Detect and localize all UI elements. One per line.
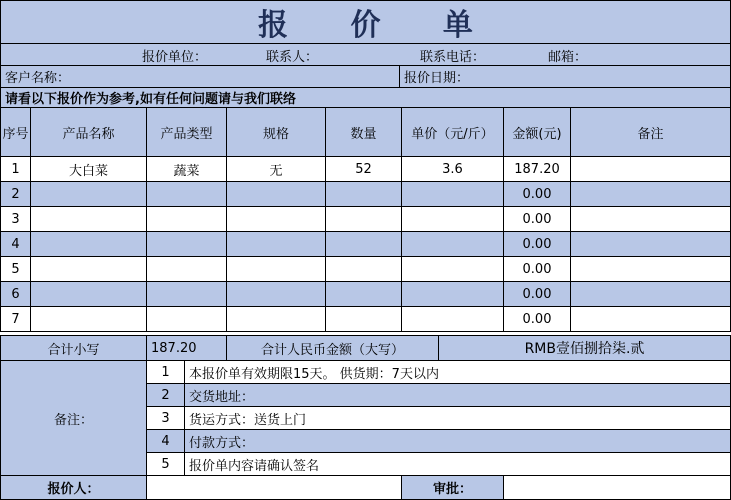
quoter-field[interactable] (146, 475, 402, 500)
cell-qty[interactable] (325, 206, 402, 232)
cell-price[interactable]: 3.6 (401, 156, 504, 182)
approver-field[interactable] (503, 475, 731, 500)
cell-no: 3 (0, 206, 31, 232)
remark-number: 1 (146, 360, 185, 384)
col-header-note: 备注 (570, 107, 731, 157)
cell-product-name[interactable] (30, 256, 147, 282)
cell-product-name[interactable]: 大白菜 (30, 156, 147, 182)
rmb-amount-value: RMB壹佰捌拾柒.贰 (438, 335, 731, 361)
subtotal-value: 187.20 (146, 335, 227, 361)
remark-number: 4 (146, 429, 185, 453)
notice-text: 请看以下报价作为参考,如有任何问题请与我们联络 (0, 88, 731, 108)
cell-product-type[interactable]: 蔬菜 (146, 156, 227, 182)
cell-qty[interactable]: 52 (325, 156, 402, 182)
col-header-qty: 数量 (325, 107, 402, 157)
cell-price[interactable] (401, 206, 504, 232)
cell-note[interactable] (570, 306, 731, 332)
cell-price[interactable] (401, 181, 504, 207)
col-header-amount: 金额(元) (503, 107, 571, 157)
approver-label: 审批： (401, 475, 504, 500)
col-header-price: 单价（元/斤） (401, 107, 504, 157)
cell-product-type[interactable] (146, 281, 227, 307)
remarks-label: 备注： (0, 360, 147, 476)
cell-price[interactable] (401, 256, 504, 282)
remark-text: 本报价单有效期限15天。 供货期：7天以内 (184, 360, 731, 384)
cell-amount: 0.00 (503, 256, 571, 282)
cell-note[interactable] (570, 256, 731, 282)
cell-spec[interactable] (226, 256, 326, 282)
rmb-amount-label: 合计人民币金额（大写） (226, 335, 439, 361)
cell-note[interactable] (570, 206, 731, 232)
cell-spec[interactable] (226, 281, 326, 307)
subtotal-label: 合计小写 (0, 335, 147, 361)
cell-no: 1 (0, 156, 31, 182)
cell-amount: 0.00 (503, 181, 571, 207)
cell-no: 7 (0, 306, 31, 332)
col-header-product-name: 产品名称 (30, 107, 147, 157)
remark-text: 报价单内容请确认签名 (184, 452, 731, 476)
contact-phone-label: 联系电话： (420, 49, 486, 65)
cell-product-name[interactable] (30, 306, 147, 332)
cell-note[interactable] (570, 156, 731, 182)
cell-no: 5 (0, 256, 31, 282)
cell-product-name[interactable] (30, 206, 147, 232)
cell-qty[interactable] (325, 231, 402, 257)
quote-date-label: 报价日期： (399, 66, 731, 88)
customer-name-label: 客户名称： (0, 66, 400, 88)
remark-number: 3 (146, 406, 185, 430)
cell-product-type[interactable] (146, 306, 227, 332)
cell-note[interactable] (570, 181, 731, 207)
col-header-spec: 规格 (226, 107, 326, 157)
cell-price[interactable] (401, 306, 504, 332)
cell-product-name[interactable] (30, 181, 147, 207)
remark-number: 2 (146, 383, 185, 407)
cell-price[interactable] (401, 231, 504, 257)
cell-qty[interactable] (325, 306, 402, 332)
page-title: 报 价 单 (0, 0, 731, 44)
cell-product-type[interactable] (146, 206, 227, 232)
cell-amount: 0.00 (503, 206, 571, 232)
cell-qty[interactable] (325, 281, 402, 307)
remark-text: 交货地址： (184, 383, 731, 407)
cell-price[interactable] (401, 281, 504, 307)
remark-text: 付款方式： (184, 429, 731, 453)
cell-qty[interactable] (325, 181, 402, 207)
cell-spec[interactable]: 无 (226, 156, 326, 182)
cell-no: 4 (0, 231, 31, 257)
cell-spec[interactable] (226, 306, 326, 332)
cell-product-type[interactable] (146, 231, 227, 257)
cell-amount: 0.00 (503, 231, 571, 257)
cell-spec[interactable] (226, 231, 326, 257)
cell-amount: 0.00 (503, 306, 571, 332)
cell-product-name[interactable] (30, 231, 147, 257)
cell-product-type[interactable] (146, 181, 227, 207)
remark-number: 5 (146, 452, 185, 476)
col-header-no: 序号 (0, 107, 31, 157)
col-header-product-type: 产品类型 (146, 107, 227, 157)
cell-product-name[interactable] (30, 281, 147, 307)
cell-note[interactable] (570, 281, 731, 307)
cell-qty[interactable] (325, 256, 402, 282)
cell-product-type[interactable] (146, 256, 227, 282)
cell-spec[interactable] (226, 206, 326, 232)
cell-amount: 0.00 (503, 281, 571, 307)
quoter-label: 报价人： (0, 475, 147, 500)
quote-unit-label: 报价单位： (142, 49, 208, 65)
cell-amount: 187.20 (503, 156, 571, 182)
cell-note[interactable] (570, 231, 731, 257)
cell-no: 6 (0, 281, 31, 307)
cell-spec[interactable] (226, 181, 326, 207)
cell-no: 2 (0, 181, 31, 207)
contact-label: 联系人： (266, 49, 319, 65)
remark-text: 货运方式：送货上门 (184, 406, 731, 430)
email-label: 邮箱： (548, 49, 588, 65)
